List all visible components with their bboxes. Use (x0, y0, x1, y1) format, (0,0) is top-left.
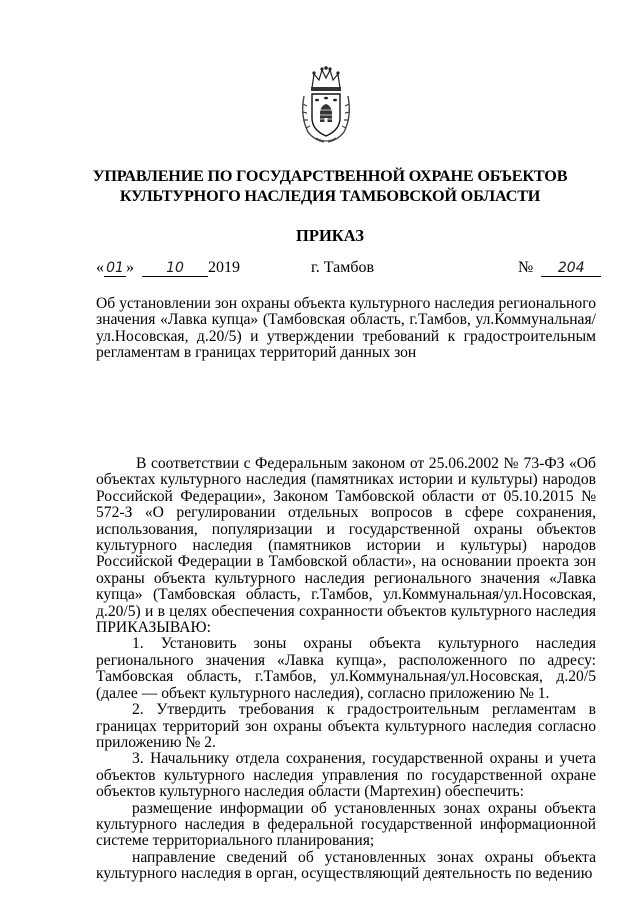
clause-3-item-1-paragraph: размещение информации об установленных зонах охраны объекта культурного наследия в федеральной государственной информационной системе территориального планирования; (96, 799, 596, 850)
document-type: ПРИКАЗ (296, 226, 364, 245)
order-date (96, 258, 240, 278)
date-year: 2019 (208, 259, 240, 276)
date-month: 10 (142, 261, 208, 277)
date-quote-open: « (96, 259, 104, 276)
date-quote-close: » (126, 259, 134, 276)
number-value: 204 (541, 261, 601, 277)
order-title-text: Об установлении зон охраны объекта культурного наследия регионального значения «Лавка купца» (Тамбовская область, г.Тамбов, ул.Коммунальная/ул.Носовская, д.20/5) и утверждении требований к градостроительным регламентам в границах территорий данных зон (96, 295, 596, 362)
order-title (96, 296, 596, 362)
organization-name-line-2: КУЛЬТУРНОГО НАСЛЕДИЯ ТАМБОВСКОЙ ОБЛАСТИ (119, 187, 541, 205)
coat-of-arms-emblem (298, 66, 354, 144)
organization-name-line-1: УПРАВЛЕНИЕ ПО ГОСУДАРСТВЕННОЙ ОХРАНЕ ОБЪЕКТОВ (92, 167, 568, 185)
clause-2-paragraph: 2. Утвердить требования к градостроительным регламентам в границах территорий зон охраны объекта культурного наследия согласно приложению № 2. (96, 701, 596, 751)
organization-name (60, 166, 600, 206)
number-label: № (518, 259, 534, 276)
order-number (518, 258, 601, 278)
preamble-paragraph: В соответствии с Федеральным законом от 25.06.2002 № 73-ФЗ «Об объектах культурного наследия (памятниках истории и культуры) народов Российской Федерации», Законом Тамбовской области от 05.10.2015 № 572-З «О регулировании отдельных вопросов в сфере сохранения, использования, популяризации и государственной охраны объектов культурного наследия (памятников истории и культуры) народов Российской Федерации в Тамбовской области», на основании проекта зон охраны объекта культурного наследия регионального значения «Лавка купца» (Тамбовская область, г.Тамбов, ул.Коммунальная/ул.Носовская, д.20/5) и в целях обеспечения сохранности объектов культурного наследия ПРИКАЗЫВАЮ: (96, 455, 596, 637)
order-city: г. Тамбов (311, 259, 375, 276)
clause-1-paragraph: 1. Установить зоны охраны объекта культурного наследия регионального значения «Лавка купца», расположенного по адресу: Тамбовская область, г.Тамбов, ул.Коммунальная/ул.Носовская, д.20/5 (далее — объект культурного наследия), согласно приложению № 1. (96, 635, 596, 702)
clause-3-paragraph: 3. Начальнику отдела сохранения, государственной охраны и учета объектов культурного наследия управления по государственной охране объектов культурного наследия области (Мартехин) обеспечить: (96, 750, 596, 801)
date-day: 01 (104, 261, 126, 277)
order-body (96, 456, 596, 883)
clause-3-item-2-paragraph: направление сведений об установленных зонах охраны объекта культурного наследия в орган, осуществляющий деятельность по ведению (96, 848, 596, 883)
